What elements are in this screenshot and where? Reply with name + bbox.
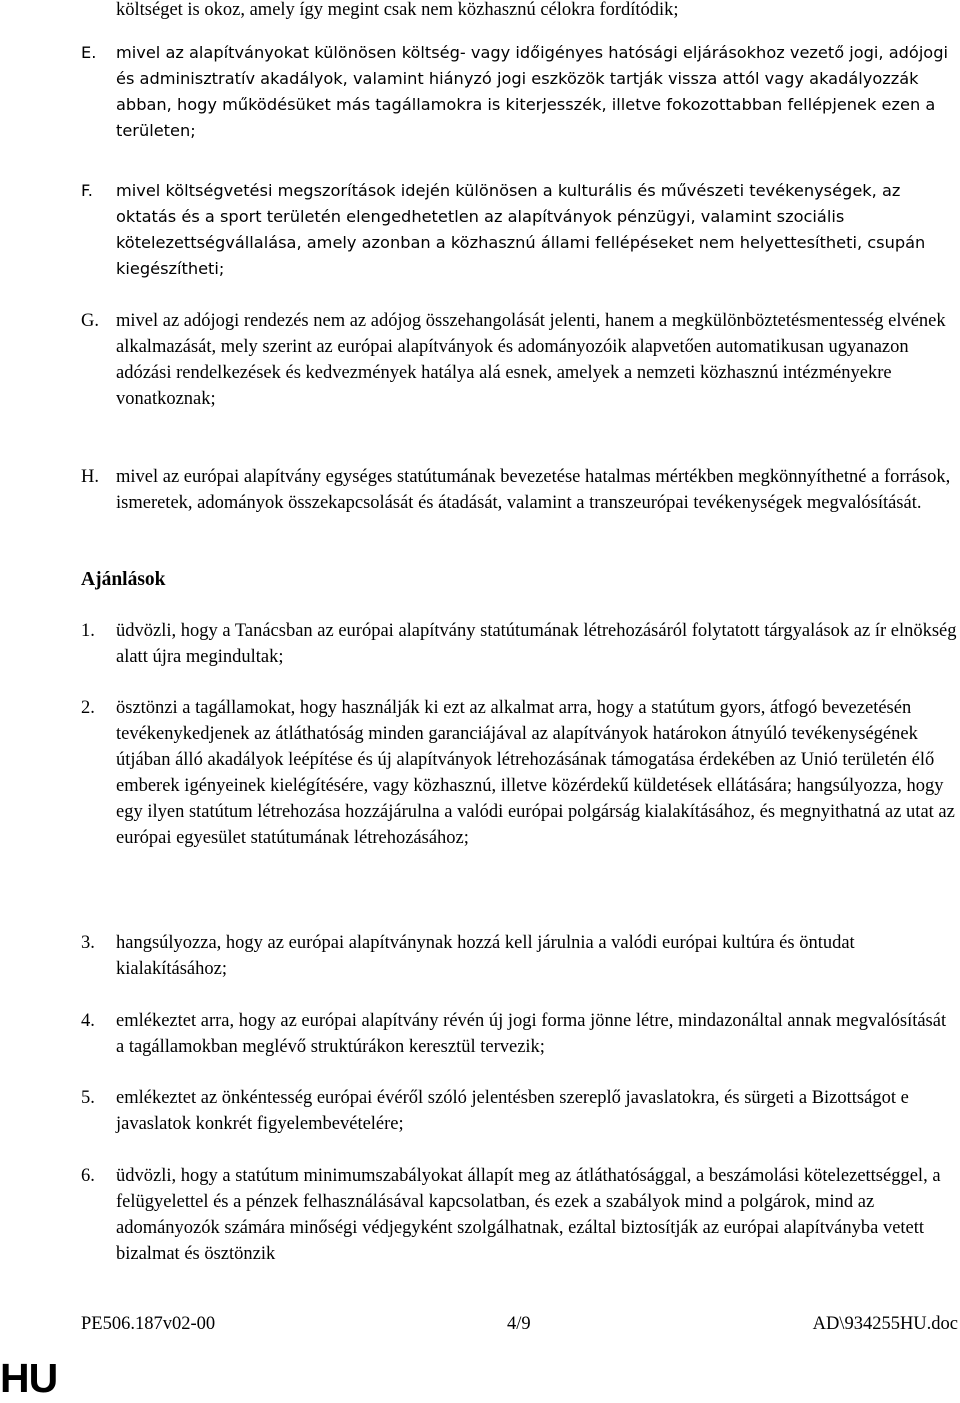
recital-text: mivel az európai alapítvány egységes statútumának bevezetése hatalmas mértékben megkönnyíthetné a források, ismeretek, adományok összekapcsolását és átadását, valamint a transzeurópai tevékenységek megvalósítását. [116,467,951,513]
recommendation-5 [81,1085,957,1137]
recital-label: G. [81,311,99,331]
recommendation-label: 5. [81,1088,95,1108]
recommendation-label: 2. [81,698,95,718]
recommendation-1 [81,618,957,670]
recommendation-3 [81,930,957,982]
footer-doc-ref: PE506.187v02-00 [81,1314,216,1334]
recommendation-text: üdvözli, hogy a statútum minimumszabályokat állapít meg az átláthatósággal, a beszámolási kötelezettséggel, a felügyelettel és a pénzek felhasználásával kapcsolatban, és ezek a szabályok mind a polgárok, mind az adományozók számára minőségi védjegyként szolgálhatnak, ezáltal biztosítják az európai alapítványba vetett bizalmat és ösztönzik [116,1166,941,1264]
recital-text: mivel az adójogi rendezés nem az adójog összehangolását jelenti, hanem a megkülönböztetésmentesség elvének alkalmazását, mely szerint az európai alapítványok és adományozóik alapvetően automatikusan ugyanazon adózási rendelkezések és kedvezmények hatálya alá esnek, amelyek a nemzeti közhasznú intézményekre vonatkoznak; [116,311,946,409]
paragraph-text: költséget is okoz, amely így megint csak nem közhasznú célokra fordítódik; [116,0,679,20]
recommendation-label: 4. [81,1011,95,1031]
recital-label: H. [81,467,99,487]
footer-page-number: 4/9 [507,1314,531,1334]
recital-g [81,308,957,412]
recommendation-4 [81,1008,957,1060]
recital-text: mivel költségvetési megszorítások idején különösen a kulturális és művészeti tevékenységek, az oktatás és a sport területén elengedhetetlen az alapítványok pénzügyi, valamint szociális kötelezettségvállalása, amely azonban a közhasznú állami fellépéseket nem helyettesítheti, csupán kiegészítheti; [116,181,926,278]
recommendation-text: ösztönzi a tagállamokat, hogy használják ki ezt az alkalmat arra, hogy a statútum gyors, átfogó bevezetésén tevékenykedjenek az átláthatóság minden garanciájával az alapítványok határokon átnyúló tevékenységének útjában álló akadályok leépítése és új alapítványok létrehozásának támogatása érdekében az Unió területén élő emberek igényeinek kielégítésére, vagy közhasznú, illetve közérdekű küldetések ellátására; hangsúlyozza, hogy egy ilyen statútum létrehozása hozzájárulna a valódi európai polgárság kialakításához, és megnyithatná az utat az európai egyesület statútumának létrehozásához; [116,698,955,848]
recital-text: mivel az alapítványokat különösen költség- vagy időigényes hatósági eljárásokhoz vezető jogi, adójogi és adminisztratív akadályok, valamint hiányzó jogi eszközök tartják vissza attól vagy akadályozzák abban, hogy működésüket más tagállamokra is kiterjesszék, illetve fokozottabban fellépjenek ezen a területen; [116,43,948,140]
section-heading: Ajánlások [81,569,166,590]
recital-label: F. [81,181,93,200]
recommendation-label: 1. [81,621,95,641]
recommendation-text: üdvözli, hogy a Tanácsban az európai alapítvány statútumának létrehozásáról folytatott tárgyalások az ír elnökség alatt újra megindultak; [116,621,957,667]
recommendation-text: emlékeztet arra, hogy az európai alapítvány révén új jogi forma jönne létre, mindazonáltal annak megvalósítását a tagállamokban meglévő struktúrákon keresztül tervezik; [116,1011,947,1057]
language-mark: HU [0,1355,58,1401]
footer-file-ref: AD\934255HU.doc [812,1314,958,1334]
intro-line [81,0,957,23]
recital-h [81,464,957,516]
recommendation-text: hangsúlyozza, hogy az európai alapítványnak hozzá kell járulnia a valódi európai kultúra és öntudat kialakításához; [116,933,855,979]
recital-label: E. [81,43,97,62]
recommendation-2 [81,695,957,851]
recommendation-label: 3. [81,933,95,953]
recital-e [81,40,957,144]
recital-f [81,178,957,282]
recommendation-6 [81,1163,957,1267]
recommendation-text: emlékeztet az önkéntesség európai évéről szóló jelentésben szereplő javaslatokra, és sürgeti a Bizottságot e javaslatok konkrét figyelembevételére; [116,1088,909,1134]
recommendation-label: 6. [81,1166,95,1186]
